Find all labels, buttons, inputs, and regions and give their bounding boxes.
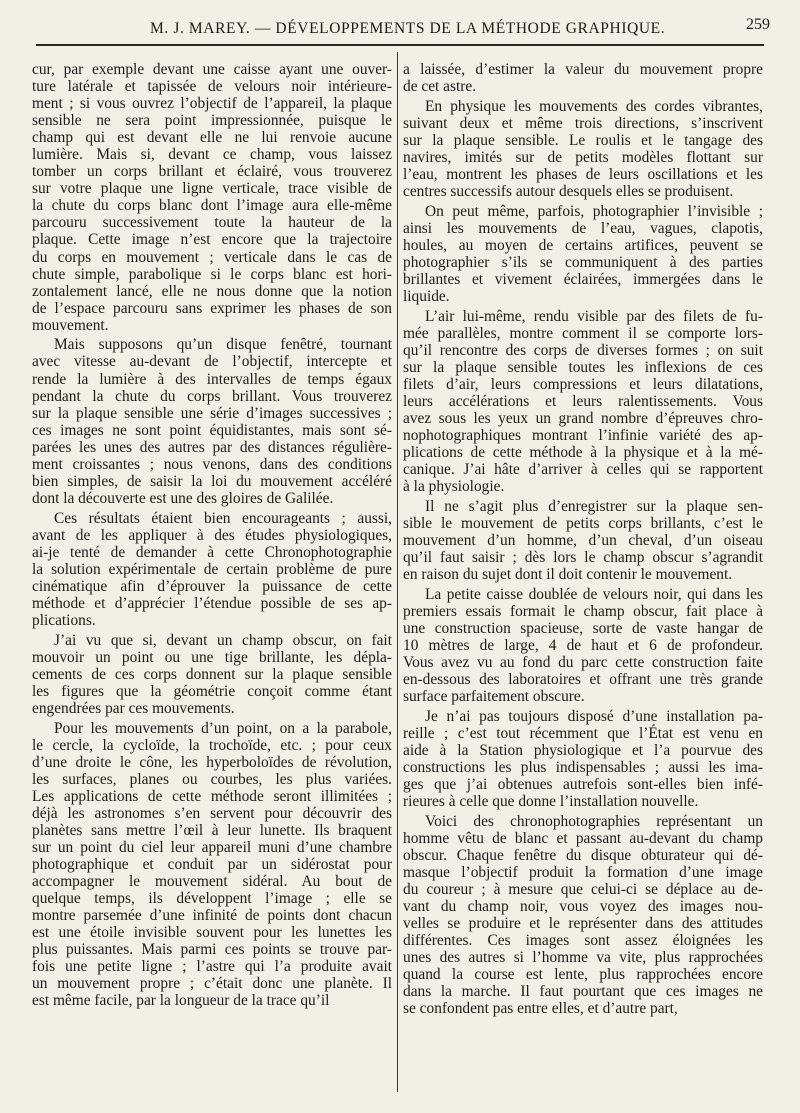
header-rule [36, 44, 764, 46]
text-line: montre parsemée d’une infinité de points dont chacun [32, 907, 392, 925]
text-line: sur un point du ciel leur appareil muni d’une chambre [32, 838, 392, 856]
text-line: rieures à celle que donne l’installation nouvelle. [403, 793, 699, 811]
text-line: chute simple, parabolique si le corps blanc est hori- [32, 265, 392, 283]
text-line: centres successifs autour desquels elles se produisent. [403, 183, 734, 201]
text-line: Les applications de cette méthode seront illimitées ; [32, 787, 392, 805]
text-line: mouvement d’un homme, d’un cheval, d’un oiseau [403, 532, 763, 550]
page-number: 259 [746, 16, 770, 33]
text-line: tomber un corps brillant et éclairé, vous trouverez [32, 163, 392, 181]
text-line: quelque temps, ils développent l’image ; elle se [32, 890, 392, 907]
column-divider [397, 52, 398, 1092]
text-line: se confondent pas entre elles, et d’autre part, [403, 1000, 678, 1018]
text-line: du corps en mouvement ; verticale dans le cas de [32, 248, 392, 266]
text-line: unes des autres si l’homme va vite, plus rapprochées [403, 949, 763, 967]
text-line: le cercle, la cycloïde, la trochoïde, etc. ; pour ceux [32, 736, 392, 754]
text-line: avez sous les yeux un grand nombre d’épreuves chro- [403, 410, 763, 427]
text-line: nophotographiques montrant l’infinie variété des ap- [403, 427, 763, 445]
text-line: ture latérale et tapissée de velours noir intérieure- [32, 78, 392, 96]
text-line: parcouru successivement toute la hauteur de la [32, 214, 392, 232]
right-column [403, 61, 763, 1017]
text-line: liquide. [403, 287, 450, 305]
text-line: sur la plaque sensible toutes les inflexions de ces [403, 358, 763, 376]
text-line: J’ai vu que si, devant un champ obscur, on fait [54, 631, 392, 649]
text-line: Ces résultats étaient bien encourageants ; aussi, [54, 509, 392, 527]
text-line: La petite caisse doublée de velours noir, qui dans les [425, 585, 763, 603]
text-line: obscur. Chaque fenêtre du disque obturateur qui dé- [403, 846, 763, 864]
text-line: planètes sans mettre l’œil à leur lunette. Ils braquent [32, 821, 392, 839]
text-line: aide à la Station physiologique et l’a pourvue des [403, 741, 763, 759]
text-line: filets d’air, leurs compressions et leurs dilatations, [403, 375, 763, 393]
text-line: cinématique afin d’éprouver la puissance de cette [32, 577, 392, 595]
text-line: l’eau, montrent les phases de leurs oscillations et les [403, 165, 763, 183]
running-head: M. J. MAREY. — DÉVELOPPEMENTS DE LA MÉTHODE GRAPHIQUE. [150, 20, 666, 37]
text-line: zontalement lancé, elle ne nous donne que la notion [32, 282, 392, 300]
text-line: mouvement. [32, 316, 109, 334]
text-line: L’air lui-même, rendu visible par des filets de fu- [425, 307, 763, 325]
text-line: premiers essais formait le champ obscur, fait place à [403, 602, 763, 620]
text-line: houles, au moyen de certains artifices, peuvent se [403, 236, 763, 254]
text-line: la chute du corps blanc dont l’image aura elle-même [32, 197, 392, 215]
text-line: d’une droite le cône, les hyperboloïdes de révolution, [32, 753, 392, 771]
text-line: Voici des chronophotographies représentant un [425, 812, 763, 830]
text-line: homme vêtu de blanc et passant au-devant du champ [403, 829, 763, 847]
text-line: qu’il faut saisir ; dès lors le champ obscur s’agrandit [403, 549, 763, 567]
text-line: cur, par exemple devant une caisse ayant une ouver- [32, 61, 392, 78]
text-line: photographique et conduit par un sidérostat pour [32, 855, 392, 873]
text-line: à la physiologie. [403, 478, 505, 496]
text-line: reille ; c’est tout récemment que l’État est venu en [403, 724, 763, 742]
text-line: Je n’ai pas toujours disposé d’une installation pa- [425, 707, 763, 725]
text-line: plus puissantes. Mais parmi ces points se trouve par- [32, 941, 392, 959]
text-line: sur la plaque sensible. Le roulis et le tangage des [403, 131, 763, 149]
text-line: lumière. Mais si, devant ce champ, vous laissez [32, 146, 392, 164]
text-line: plaque. Cette image n’est encore que la trajectoire [32, 231, 392, 249]
text-line: vant du champ noir, vous voyez des images nou- [403, 898, 763, 916]
text-line: une construction spacieuse, sorte de vaste hangar de [403, 619, 763, 637]
text-line: est même facile, par la longueur de la trace qu’il [32, 992, 330, 1010]
text-line: du coureur ; à mesure que celui-ci se déplace au de- [403, 881, 763, 899]
text-line: cements de ces corps donnent sur la plaque sensible [32, 665, 392, 683]
text-line: velles se produire et le représenter dans des attitudes [403, 915, 763, 933]
text-line: ainsi les mouvements de l’eau, vagues, clapotis, [403, 219, 763, 237]
text-line: dont la découverte est une des gloires de Galilée. [32, 489, 334, 507]
text-line: avant de les appliquer à des études physiologiques, [32, 526, 392, 544]
text-line: suivant deux et même trois directions, s’inscrivent [403, 114, 763, 132]
text-line: plications de cette méthode à la physique et à la mé- [403, 444, 763, 462]
text-line: photographier s’ils se communiquent à des parties [403, 253, 763, 271]
text-line: sible le mouvement de petits corps brillants, c’est le [403, 514, 763, 532]
text-line: de l’espace parcouru sans exprimer les phases de son [32, 299, 392, 317]
text-line: est une étoile invisible souvent pour les lunettes les [32, 924, 392, 942]
text-line: bien simples, de saisir la loi du mouvement accéléré [32, 472, 392, 490]
text-line: les surfaces, planes ou courbes, les plus variées. [32, 770, 392, 788]
text-line: champ qui est devant elle ne lui renvoie aucune [32, 129, 392, 147]
text-line: dans la marche. Il faut pourtant que ces images ne [403, 983, 763, 1001]
text-line: masque l’objectif produit la formation d’une image [403, 863, 763, 881]
text-line: a laissée, d’estimer la valeur du mouvement propre [403, 61, 763, 78]
text-line: constructions les plus indispensables ; aussi les ima- [403, 759, 763, 776]
text-line: brillantes et vivement éclairées, immergées dans le [403, 270, 763, 288]
page-header [70, 16, 770, 42]
text-line: leurs accélérations et leurs ralentissements. Vous [403, 392, 763, 410]
text-line: la solution expérimentale de certain problème de pure [32, 560, 392, 578]
text-line: 10 mètres de large, 4 de haut et 6 de profondeur. [403, 636, 763, 654]
text-line: Mais supposons qu’un disque fenêtré, tournant [54, 336, 392, 354]
text-line: méthode et d’apprécier l’étendue possible de ses ap- [32, 594, 392, 612]
text-line: en raison du sujet dont il doit contenir le mouvement. [403, 566, 733, 584]
left-column [32, 61, 392, 1009]
text-line: Vous avez vu au fond du parc cette construction faite [403, 654, 763, 672]
text-line: qu’il rencontre des corps de diverses formes ; on suit [403, 341, 763, 359]
text-line: En physique les mouvements des cordes vibrantes, [425, 97, 763, 115]
text-line: sur la plaque sensible une série d’images successives ; [32, 404, 392, 422]
text-line: accompagner le mouvement sidéral. Au bout de [32, 872, 392, 890]
text-line: sensible ne sera point impressionnée, puisque le [32, 112, 392, 130]
text-line: les figures que la géométrie conçoit comme étant [32, 682, 392, 700]
text-line: en-dessous des laboratoires et offrant une très grande [403, 671, 763, 689]
text-line: mouvoir un point ou une tige brillante, les dépla- [32, 648, 392, 666]
text-line: ges que j’ai obtenues autrefois sont-elles bien infé- [403, 776, 763, 794]
text-line: parées les unes des autres par des distances régulière- [32, 438, 392, 456]
text-line: quand la course est lente, plus rapprochées encore [403, 966, 763, 984]
text-line: fois une petite ligne ; l’astre qui l’a produite avait [32, 958, 392, 976]
text-line: rende la lumière à des intervalles de temps égaux [32, 370, 392, 388]
text-line: ment ; si vous ouvrez l’objectif de l’appareil, la plaque [32, 95, 392, 113]
text-line: canique. J’ai hâte d’arriver à celles qui se rapportent [403, 461, 763, 479]
text-line: déjà les astronomes s’en servent pour découvrir des [32, 804, 392, 822]
text-line: avec vitesse au-devant de l’objectif, intercepte et [32, 353, 392, 371]
text-line: de cet astre. [403, 78, 477, 96]
text-line: Il ne s’agit plus d’enregistrer sur la plaque sen- [425, 497, 763, 515]
text-line: sur votre plaque une ligne verticale, trace visible de [32, 180, 392, 198]
text-line: Pour les mouvements d’un point, on a la parabole, [54, 719, 392, 737]
text-line: On peut même, parfois, photographier l’invisible ; [425, 202, 763, 220]
text-line: surface parfaitement obscure. [403, 688, 585, 706]
text-line: ment croissantes ; nous venons, dans des conditions [32, 455, 392, 473]
text-line: un mouvement propre ; c’était donc une planète. Il [32, 975, 392, 993]
text-line: mée parallèles, montre comment il se comporte lors- [403, 324, 763, 342]
text-line: ces images ne sont point équidistantes, mais sont sé- [32, 421, 392, 439]
text-line: engendrées par ces mouvements. [32, 699, 235, 717]
text-line: navires, imités sur de petits modèles flottant sur [403, 148, 763, 166]
text-line: plications. [32, 611, 96, 629]
text-line: ai-je tenté de demander à cette Chronophotographie [32, 543, 392, 561]
text-line: différentes. Ces images sont assez éloignées les [403, 932, 763, 950]
text-line: pendant la chute du corps brillant. Vous trouverez [32, 387, 392, 405]
